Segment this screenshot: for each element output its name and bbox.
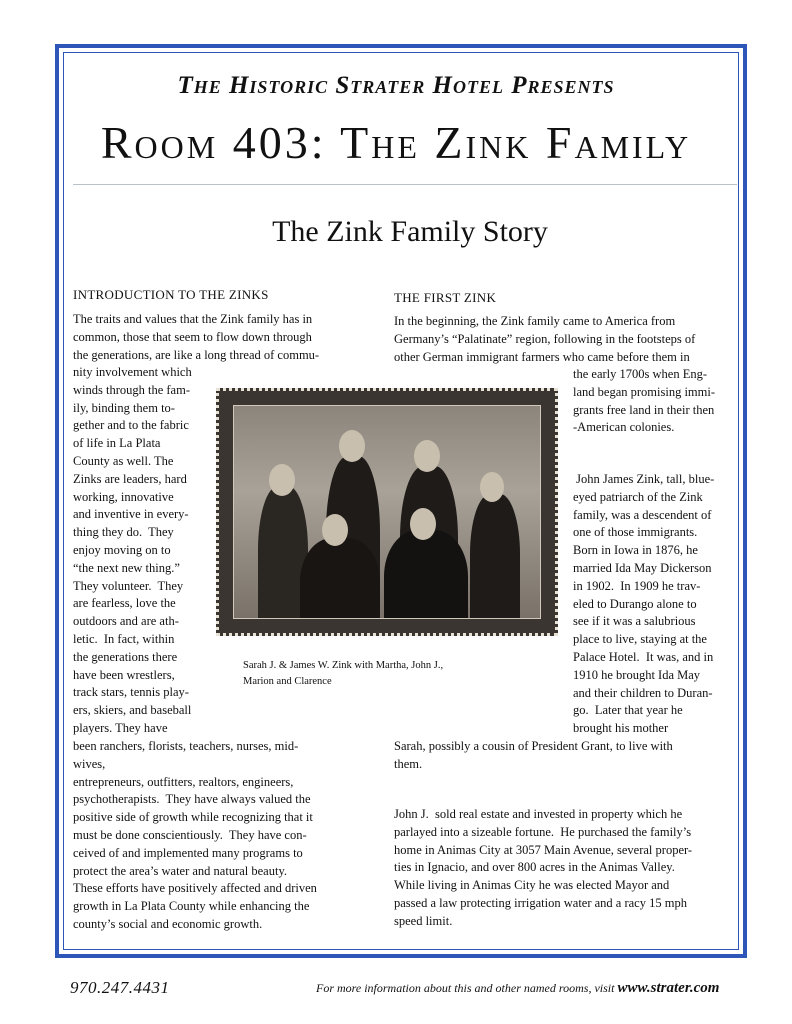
text-line: working, innovative [73, 489, 174, 504]
text-line: protect the area’s water and natural beauty. [73, 863, 288, 878]
photo-caption [243, 658, 503, 690]
title-divider [73, 184, 737, 185]
text-line: one of those immigrants. [573, 525, 698, 540]
text-line: ily, binding them to- [73, 400, 175, 415]
text-line: ceived of and implemented many programs to [73, 845, 303, 860]
text-line: eled to Durango alone to [573, 596, 697, 611]
photo-figure-head [269, 464, 295, 496]
intro-text-bottom [73, 738, 363, 934]
text-line: passed a law protecting irrigation water and a racy 15 mph [394, 895, 687, 910]
text-line: Sarah, possibly a cousin of President Grant, to live with [394, 739, 673, 753]
text-line: the generations, are like a long thread of commu- [73, 347, 320, 362]
text-line: These efforts have positively affected and driven [73, 881, 317, 896]
text-line: nity involvement which [73, 365, 192, 379]
text-line: of life in La Plata [73, 436, 161, 451]
family-photo [216, 388, 558, 636]
text-line: positive side of growth while recognizing that it [73, 810, 313, 825]
photo-figure-head [480, 472, 504, 502]
photo-figure-head [410, 508, 436, 540]
photo-figure [300, 538, 380, 619]
text-line: home in Animas City at 3057 Main Avenue, several proper- [394, 842, 693, 857]
text-line: and inventive in every- [73, 507, 189, 522]
phone-number: 970.247.4431 [70, 978, 170, 997]
text-line: them. [394, 756, 423, 771]
text-line: and their children to Duran- [573, 685, 713, 700]
text-line: gether and to the fabric [73, 418, 189, 433]
text-line: family, was a descendent of [573, 507, 712, 522]
text-line: speed limit. [394, 913, 453, 928]
text-line: county’s social and economic growth. [73, 916, 263, 931]
text-line: are fearless, love the [73, 596, 176, 611]
story-title: The Zink Family Story [272, 215, 548, 248]
text-line: wives, [73, 756, 106, 771]
text-line: While living in Animas City he was elected Mayor and [394, 878, 670, 893]
text-line: 1910 he brought Ida May [573, 667, 701, 682]
text-line: John J. sold real estate and invested in property which he [394, 807, 683, 821]
photo-figure [470, 494, 520, 619]
text-line: the generations there [73, 649, 178, 664]
text-line: married Ida May Dickerson [573, 560, 712, 575]
footer-info-text: For more information about this and other named rooms, visit [316, 981, 618, 995]
text-line: eyed patriarch of the Zink [573, 489, 703, 504]
text-line: The traits and values that the Zink family has in [73, 312, 313, 326]
first-zink-p2-wrap [573, 471, 739, 738]
text-line: land began promising immi- [573, 384, 715, 399]
text-line: “the next new thing.” [73, 560, 180, 575]
text-line: place to live, staying at the [573, 632, 707, 647]
family-photo-image [233, 405, 541, 619]
text-line: have been wrestlers, [73, 667, 175, 682]
text-line: enjoy moving on to [73, 542, 171, 557]
text-line: outdoors and are ath- [73, 614, 179, 629]
text-line: common, those that seem to flow down through [73, 329, 312, 344]
text-line: entrepreneurs, outfitters, realtors, engineers, [73, 774, 294, 789]
text-line: Sarah J. & James W. Zink with Martha, John J., [243, 660, 444, 671]
text-line: They volunteer. They [73, 578, 184, 593]
intro-text-wrap [73, 364, 213, 738]
text-line: Zinks are leaders, hard [73, 471, 187, 486]
intro-heading: INTRODUCTION TO THE ZINKS [73, 287, 269, 302]
room-title: Room 403: The Zink Family [100, 117, 692, 168]
text-line: winds through the fam- [73, 382, 190, 397]
text-line: grants free land in their then [573, 402, 715, 417]
text-line: County as well. The [73, 453, 174, 468]
text-line: go. Later that year he [573, 703, 683, 718]
first-zink-p2-bottom [394, 738, 739, 774]
text-line: in 1902. In 1909 he trav- [573, 578, 701, 593]
intro-text-top [73, 311, 363, 364]
text-line: track stars, tennis play- [73, 685, 189, 700]
text-line: ties in Ignacio, and over 800 acres in the Animas Valley. [394, 860, 675, 875]
text-line: been ranchers, florists, teachers, nurses, mid- [73, 739, 299, 753]
first-zink-p3 [394, 806, 739, 931]
text-line: thing they do. They [73, 525, 174, 540]
text-line: letic. In fact, within [73, 631, 175, 646]
text-line: ers, skiers, and baseball [73, 703, 192, 718]
presents-heading: The Historic Strater Hotel Presents [177, 72, 615, 99]
photo-figure-head [339, 430, 365, 462]
text-line: In the beginning, the Zink family came to America from [394, 314, 676, 328]
text-line: Marion and Clarence [243, 676, 332, 687]
text-line: Germany’s “Palatinate” region, following in the footsteps of [394, 331, 696, 346]
text-line: other German immigrant farmers who came before them in [394, 349, 690, 364]
text-line: the early 1700s when Eng- [573, 367, 707, 381]
text-line: see if it was a salubrious [573, 614, 696, 629]
first-zink-heading: THE FIRST ZINK [394, 290, 497, 305]
text-line: brought his mother [573, 721, 669, 736]
footer-info [316, 980, 719, 997]
text-line: must be done conscientiously. They have con- [73, 827, 307, 842]
text-line: growth in La Plata County while enhancing the [73, 899, 310, 914]
text-line: -American colonies. [573, 420, 675, 435]
text-line: Palace Hotel. It was, and in [573, 649, 714, 664]
text-line: parlayed into a sizeable fortune. He purchased the family’s [394, 824, 692, 839]
photo-figure-head [322, 514, 348, 546]
photo-figure-head [414, 440, 440, 472]
text-line: Born in Iowa in 1876, he [573, 543, 698, 558]
text-line: John James Zink, tall, blue- [573, 472, 715, 486]
photo-figure [384, 530, 468, 619]
first-zink-p1-wrap [573, 366, 739, 437]
first-zink-p1-top [394, 313, 739, 366]
website-link[interactable]: www.strater.com [617, 980, 720, 996]
text-line: players. They have [73, 720, 168, 735]
text-line: psychotherapists. They have always valued the [73, 792, 311, 807]
